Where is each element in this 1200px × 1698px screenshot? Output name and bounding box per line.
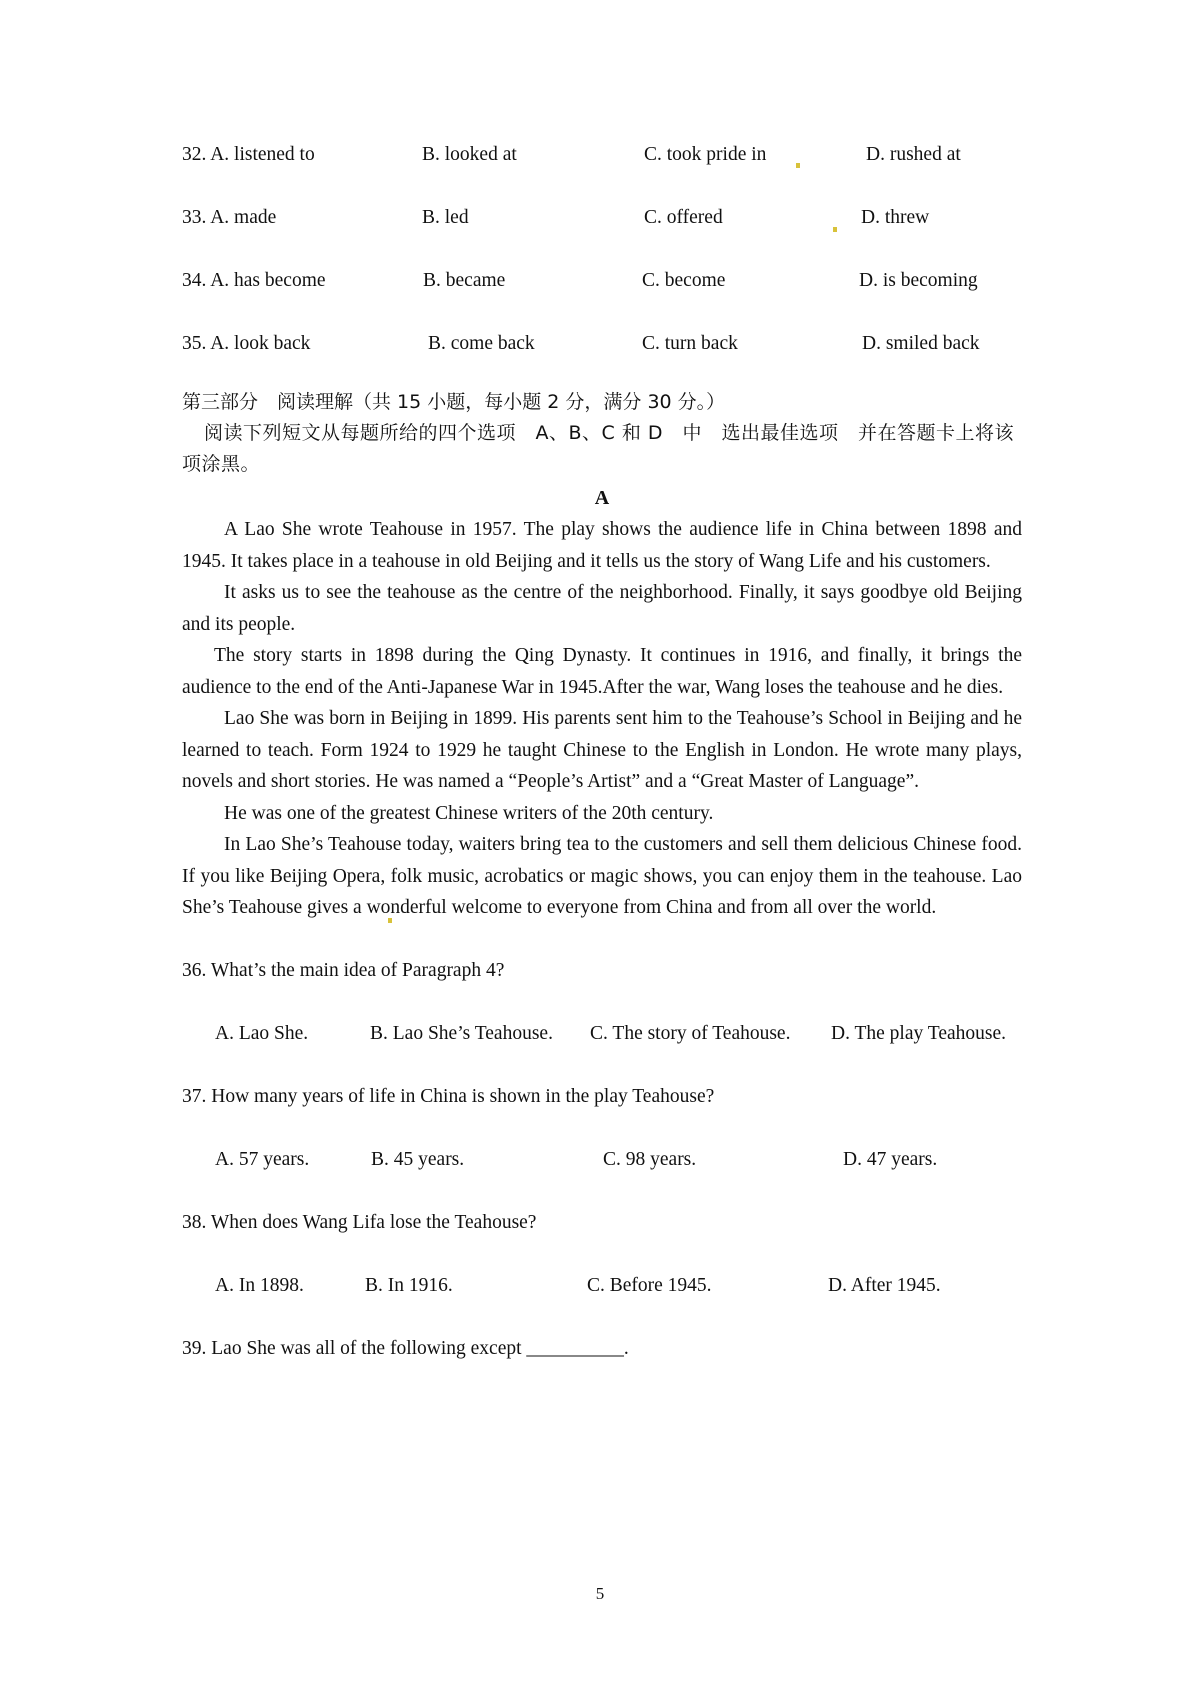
passage-paragraph: It asks us to see the teahouse as the centre of the neighborhood. Finally, it says goodbye old Beijing and its people. — [182, 582, 1022, 635]
speck-mark — [796, 163, 800, 168]
question-39: 39. Lao She was all of the following except __________. — [182, 1337, 629, 1359]
question-38: 38. When does Wang Lifa lose the Teahouse? — [182, 1211, 537, 1233]
option-c: C. The story of Teahouse. — [590, 1022, 791, 1044]
option-d: D. 47 years. — [843, 1148, 938, 1170]
passage-paragraph: He was one of the greatest Chinese writers of the 20th century. — [224, 802, 714, 824]
option-b: B. come back — [428, 333, 535, 354]
option-b: B. 45 years. — [371, 1148, 465, 1170]
cloze-item-35 — [182, 331, 1022, 385]
option-c: C. 98 years. — [603, 1148, 697, 1170]
cloze-item-33 — [182, 205, 1022, 268]
option-c: C. took pride in — [644, 144, 767, 165]
option-d: D. rushed at — [866, 144, 961, 165]
option-d: D. threw — [861, 207, 930, 228]
passage-paragraph: Lao She was born in Beijing in 1899. His parents sent him to the Teahouse’s School in Beijing and he learned to teach. Form 1924 to 1929 he taught Chinese to the English in London. He wrote many plays, novels and short stories. He was named a “People’s Artist” and a “Great Master of Language”. — [182, 708, 1022, 792]
option-a: A. Lao She. — [215, 1022, 309, 1044]
option-d: D. is becoming — [859, 270, 978, 291]
option-a: 32. A. listened to — [182, 144, 315, 165]
option-d: D. The play Teahouse. — [831, 1022, 1006, 1044]
question-38-options — [182, 1273, 1022, 1336]
option-a: A. In 1898. — [215, 1274, 304, 1296]
passage-paragraph: In Lao She’s Teahouse today, waiters bring tea to the customers and sell them delicious Chinese food. If you like Beijing Opera, folk music, acrobatics or magic shows, you can enjoy them in the teahouse. Lao She’s Teahouse gives a wonderful welcome to everyone from China and from all over the world. — [182, 834, 1022, 918]
option-b: B. In 1916. — [365, 1274, 453, 1296]
option-b: B. looked at — [422, 144, 517, 165]
option-b: B. became — [423, 270, 506, 291]
option-c: C. offered — [644, 207, 723, 228]
option-d: D. smiled back — [862, 333, 980, 354]
section-title: 第三部分 阅读理解（共 15 小题，每小题 2 分，满分 30 分。） — [182, 391, 726, 413]
page-content — [182, 142, 1022, 1399]
passage-paragraph: A Lao She wrote Teahouse in 1957. The play shows the audience life in China between 1898 and 1945. It takes place in a teahouse in old Beijing and it tells us the story of Wang Life and his customers. — [182, 519, 1022, 572]
option-d: D. After 1945. — [828, 1274, 941, 1296]
question-36: 36. What’s the main idea of Paragraph 4? — [182, 959, 505, 981]
section-instruction: 阅读下列短文从每题所给的四个选项 A、B、C 和 D 中 选出最佳选项 并在答题卡上将该项涂黑。 — [182, 422, 1015, 475]
speck-mark — [833, 227, 837, 232]
option-c: C. turn back — [642, 333, 738, 354]
option-c: C. Before 1945. — [587, 1274, 712, 1296]
option-c: C. become — [642, 270, 726, 291]
question-37: 37. How many years of life in China is shown in the play Teahouse? — [182, 1085, 715, 1107]
passage-heading: A — [594, 487, 610, 509]
option-a: A. 57 years. — [215, 1148, 310, 1170]
option-a: 34. A. has become — [182, 270, 326, 291]
question-37-options — [182, 1147, 1022, 1210]
page-number: 5 — [595, 1584, 605, 1603]
question-36-options — [182, 1021, 1022, 1084]
option-b: B. Lao She’s Teahouse. — [370, 1022, 553, 1044]
cloze-item-32 — [182, 142, 1022, 205]
passage-paragraph: The story starts in 1898 during the Qing Dynasty. It continues in 1916, and finally, it brings the audience to the end of the Anti-Japanese War in 1945.After the war, Wang loses the teahouse and he dies. — [182, 645, 1022, 698]
speck-mark — [388, 918, 392, 923]
option-b: B. led — [422, 207, 469, 228]
cloze-item-34 — [182, 268, 1022, 331]
option-a: 33. A. made — [182, 207, 277, 228]
option-a: 35. A. look back — [182, 333, 311, 354]
